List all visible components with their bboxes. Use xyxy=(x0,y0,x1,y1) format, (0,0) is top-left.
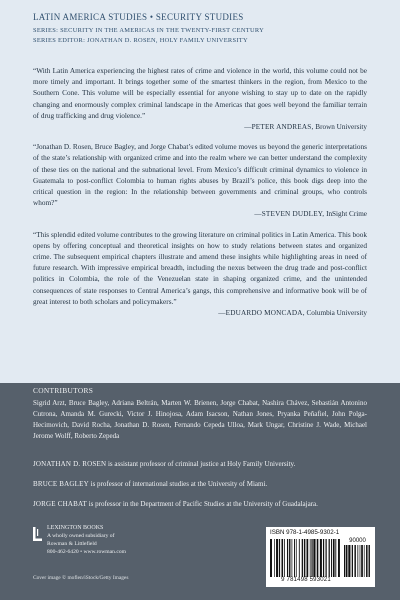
barcode-bar xyxy=(313,539,315,577)
endorsement-author: —EDUARDO MONCADA, xyxy=(218,309,305,318)
publisher-info xyxy=(47,524,126,556)
cover-image-credit: Cover image © moflen/iStock/Getty Images xyxy=(33,575,129,581)
price-addon-number: 90000 xyxy=(349,538,366,544)
barcode-bar xyxy=(294,539,295,577)
isbn-number: ISBN 978-1-4985-9302-1 xyxy=(270,529,340,536)
barcode-bar xyxy=(270,539,272,577)
editor-bio-bagley xyxy=(33,479,367,490)
endorsement-2 xyxy=(33,142,367,220)
barcode-bar xyxy=(302,539,303,577)
barcode-bar xyxy=(366,545,368,577)
series-editor: SERIES EDITOR: JONATHAN D. ROSEN, HOLY FAMILY UNIVERSITY xyxy=(33,37,248,44)
barcode-bar xyxy=(361,545,363,577)
endorsement-attribution xyxy=(33,308,367,319)
barcode-bar xyxy=(304,539,305,577)
barcode-bar xyxy=(357,545,358,577)
editor-name: BRUCE BAGLEY xyxy=(33,480,89,488)
barcode-bar xyxy=(369,545,370,577)
barcode-bar xyxy=(348,545,350,577)
barcode-bar xyxy=(346,545,348,577)
series-name: SERIES: SECURITY IN THE AMERICAS IN THE TWENTY-FIRST CENTURY xyxy=(33,27,265,34)
publisher-name: LEXINGTON BOOKS xyxy=(47,525,104,531)
barcode-bar xyxy=(282,539,284,577)
barcode-bar xyxy=(333,539,335,577)
barcode-bar xyxy=(274,539,275,577)
endorsement-author: —PETER ANDREAS, xyxy=(244,123,314,132)
endorsement-attribution xyxy=(33,209,367,220)
barcode-bar xyxy=(326,539,327,577)
barcode-bar xyxy=(344,545,345,577)
isbn-barcode xyxy=(266,527,375,587)
endorsement-3 xyxy=(33,230,367,320)
endorsement-author: —STEVEN DUDLEY, xyxy=(254,210,325,219)
lexington-logo-icon xyxy=(33,527,42,541)
subject-line: LATIN AMERICA STUDIES • SECURITY STUDIES xyxy=(33,12,244,22)
endorsement-affiliation: Brown University xyxy=(315,123,367,132)
addon-barcode-bars xyxy=(344,545,371,577)
publisher-line-3: 800-462-6420 • www.rowman.com xyxy=(47,549,126,555)
barcode-bar xyxy=(292,539,293,577)
barcode-bar xyxy=(317,539,319,577)
barcode-bar xyxy=(307,539,309,577)
editor-bio-rosen xyxy=(33,459,367,470)
editor-bio-text: is assistant professor of criminal justice at Holy Family University. xyxy=(106,460,296,468)
barcode-bar xyxy=(354,545,355,577)
endorsements xyxy=(33,66,367,328)
publisher-line-2: Rowman & Littlefield xyxy=(47,541,97,547)
endorsement-text: “This splendid edited volume contributes to the growing literature on criminal politics in Latin America. This book opens by offering conceptual and theoretical insights on how to study relations between states and organized crime. The subsequent empirical chapters illustrate and amend these insights while highlighting areas in need of future research. With impressive empirical breadth, including the nexus between the drug trade and post-conflict politics in Colombia, the role of the Venezuelan state in shaping organized crime, and the unintended consequences of state responses to Central America’s gangs, this comprehensive and informative book will be of great interest to both scholars and policymakers.” xyxy=(33,230,367,306)
editor-bio-text: is professor of international studies at the University of Miami. xyxy=(88,480,268,488)
barcode-bar xyxy=(299,539,300,577)
publisher-line-1: A wholly owned subsidiary of xyxy=(47,533,115,539)
editor-name: JONATHAN D. ROSEN xyxy=(33,460,107,468)
barcode-bar xyxy=(289,539,290,577)
barcode-bar xyxy=(279,539,280,577)
barcode-bar xyxy=(296,539,297,577)
endorsement-1 xyxy=(33,66,367,133)
editor-name: JORGE CHABAT xyxy=(33,500,87,508)
barcode-bar xyxy=(287,539,288,577)
barcode-bar xyxy=(276,539,278,577)
barcode-bar xyxy=(338,539,340,577)
contributors-heading: CONTRIBUTORS xyxy=(33,386,94,395)
endorsement-affiliation: InSight Crime xyxy=(326,210,367,219)
endorsement-text: “With Latin America experiencing the highest rates of crime and violence in the world, this volume could not be more timely and important. It brings together some of the smartest thinkers in the region, from Mexico to the Southern Cone. This volume will be especially essential for anyone wishing to stay up to date on the rapidly changing and enormously complex criminal landscape in the Americas that goes well beyond the familiar terrain of drug trafficking and drug violence.” xyxy=(33,67,367,120)
barcode-bar xyxy=(329,539,330,577)
editor-bio-chabat xyxy=(33,499,367,510)
barcode-bar xyxy=(364,545,365,577)
barcode-bar xyxy=(323,539,324,577)
barcode-bar xyxy=(335,539,336,577)
barcode-bar xyxy=(311,539,312,577)
barcode-bar xyxy=(320,539,322,577)
endorsement-text: “Jonathan D. Rosen, Bruce Bagley, and Jorge Chabat’s edited volume moves us beyond the generic interpretations of the state’s relationship with organized crime and into the realm where we can better understand the complexity of these ties on the national and the subnational level. From Mexico’s difficult criminal dynamics to violence in Guatemala to post-conflict Colombia to human rights abuses by Brazil’s police, this book digs deep into the critical question in the region: In the relationship between governments and criminal groups, who controls whom?” xyxy=(33,143,367,208)
ean-barcode-bars xyxy=(270,539,342,577)
endorsement-affiliation: Columbia University xyxy=(306,309,367,318)
endorsement-attribution xyxy=(33,122,367,133)
barcode-bar xyxy=(284,539,285,577)
series-header xyxy=(33,12,373,46)
editor-bio-text: is professor in the Department of Pacific Studies at the University of Guadalajara. xyxy=(86,500,318,508)
barcode-bar xyxy=(331,539,332,577)
ean-digits: 9 781498 593021 xyxy=(281,577,331,583)
barcode-bar xyxy=(360,545,361,577)
barcode-bar xyxy=(352,545,353,577)
barcode-bar xyxy=(310,539,311,577)
contributors-list: Sigrid Arzt, Bruce Bagley, Adriana Beltrán, Marten W. Brienen, Jorge Chabat, Nashira Chávez, Sebastián Antonino Cutrona, Amanda M. Gurecki, Victor J. Hinojosa, Adam Isacson, Nathan Jones, Pryanka Peñafiel, John Polga-Hecimovich, David Rocha, Jonathan D. Rosen, Fernando Cepeda Ulloa, Mark Ungar, Christine J. Wade, Michael Jerome Wolff, Roberto Zepeda xyxy=(33,399,367,441)
